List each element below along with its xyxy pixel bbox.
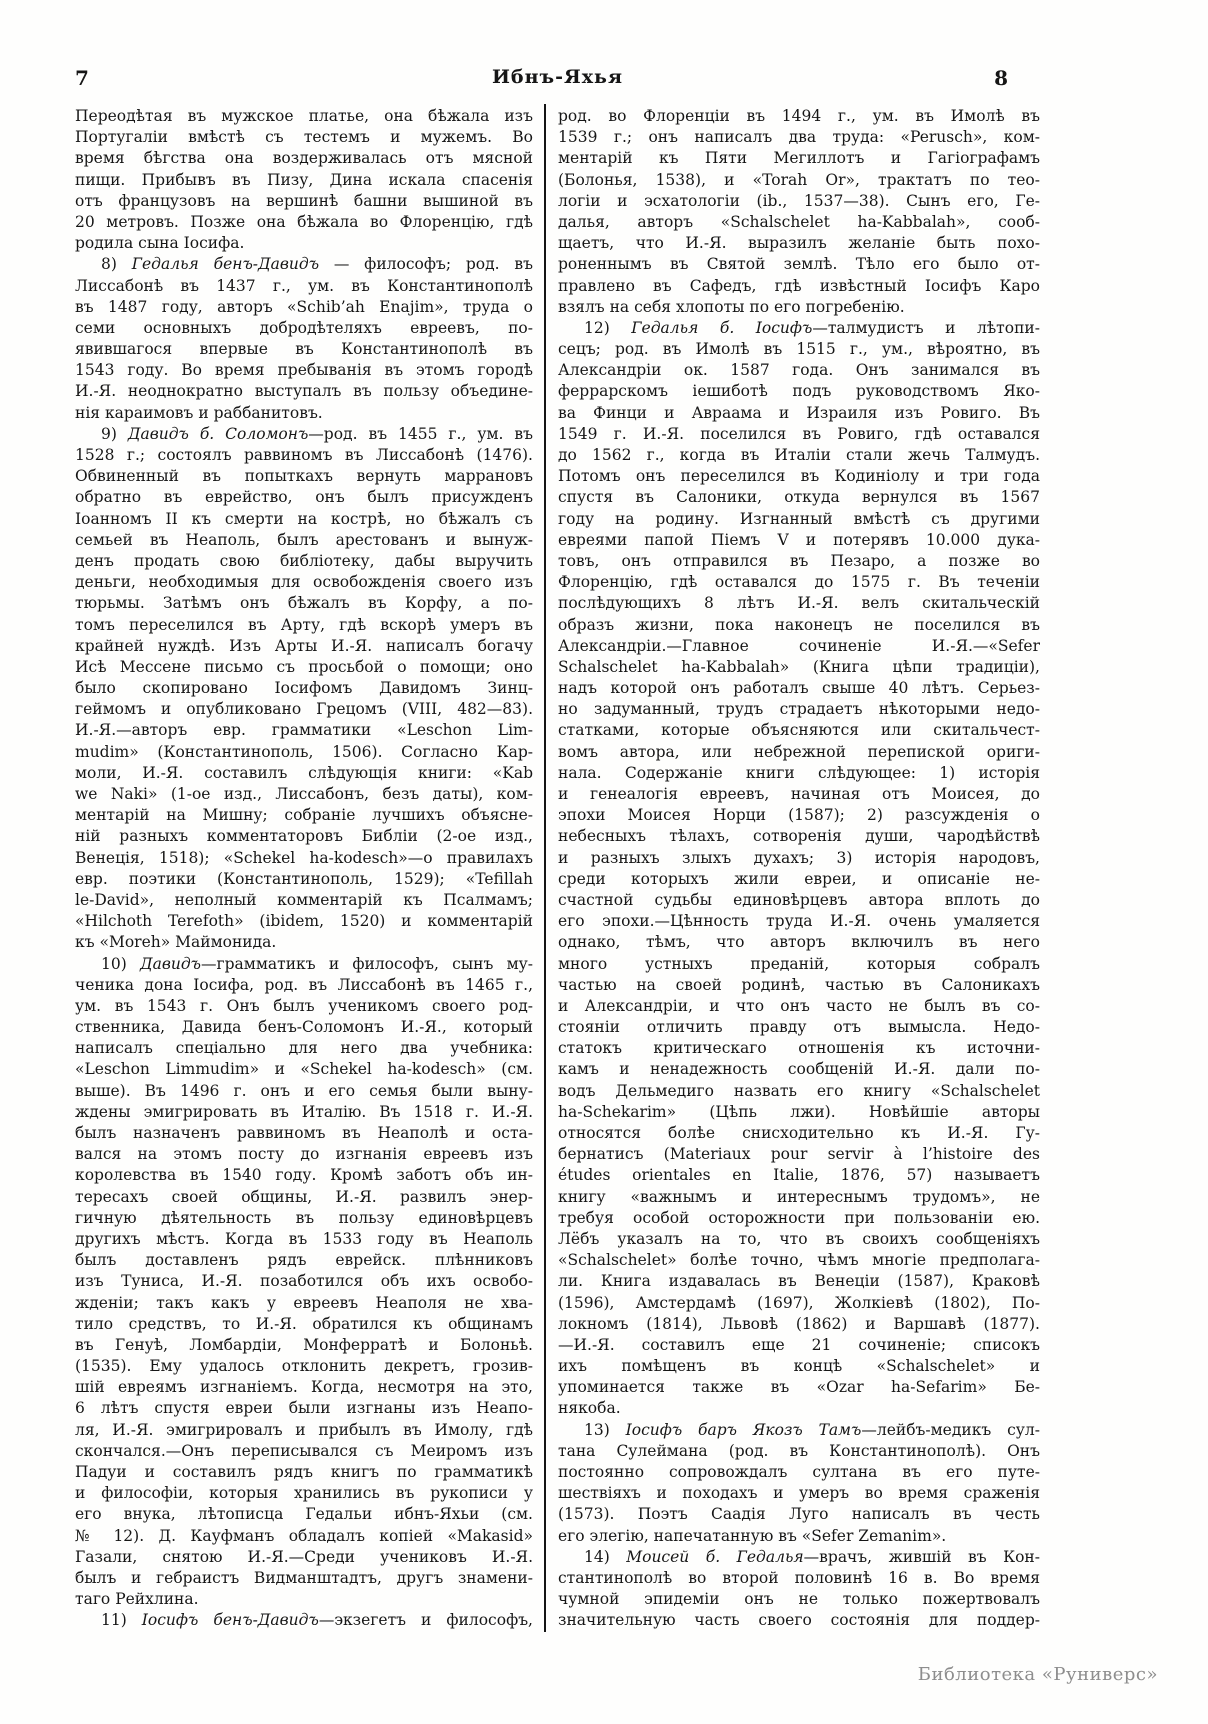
text-line: въ Генуѣ, Ломбардіи, Монферратѣ и Болоньѣ.: [75, 1335, 533, 1354]
text-line: род. во Флоренціи въ 1494 г., ум. въ Имолѣ въ: [558, 107, 1040, 125]
text-line: до 1562 г., когда въ Италіи стали жечь Талмудъ.: [558, 446, 1040, 464]
text-line: взялъ на себя хлопоты по его погребенію.: [558, 297, 905, 316]
text-line: гичную дѣятельность въ пользу единовѣрцевъ: [75, 1208, 533, 1227]
text-line: Лиссабонѣ въ 1437 г., ум. въ Константинополѣ: [75, 276, 533, 295]
text-line: жденіи; такъ какъ у евреевъ Неаполя не хва-: [75, 1293, 533, 1312]
text-line: году на родину. Изгнанный вмѣстѣ съ другими: [558, 509, 1040, 528]
text-line: вался на этомъ посту до изгнанія евреевъ изъ: [75, 1145, 533, 1164]
text-line: ственника, Давида бенъ-Соломонъ И.-Я., который: [75, 1018, 533, 1037]
text-line: феррарскомъ іешиботѣ подъ руководствомъ Яко-: [558, 382, 1040, 401]
text-line: щаетъ, что И.-Я. выразилъ желаніе быть похо-: [558, 234, 1040, 253]
text-line: пищи. Прибывъ въ Пизу, Дина искала спасенія: [75, 170, 533, 189]
text-line: le-David», неполный комментарій къ Псалмамъ;: [75, 890, 533, 909]
text-line: и разныхъ злыхъ духахъ; 3) исторія народовъ,: [558, 848, 1040, 867]
text-line: изъ Туниса, И.-Я. позаботился объ ихъ освобо-: [75, 1272, 533, 1291]
text-line: и Александріи, и что онъ часто не былъ въ со-: [558, 996, 1040, 1015]
text-line: (Болонья, 1538), и «Torah Or», трактатъ по тео-: [558, 170, 1040, 189]
text-line: товъ, онъ отправился въ Пезаро, а позже во: [558, 551, 1040, 570]
left-column: [75, 106, 533, 1632]
text-line: Флоренцію, гдѣ оставался до 1575 г. Въ теченіи: [558, 573, 1040, 592]
text-line: отъ французовъ на вершинѣ башни вышиной въ: [75, 191, 533, 210]
text-line: mudim» (Константинополь, 1506). Согласно Кар-: [75, 742, 533, 761]
text-line: евреями папой Піемъ V и потерявъ 10.000 дука-: [558, 530, 1040, 549]
text-line: въ 1487 году, авторъ «Schib’ah Enajim», труда о: [75, 297, 533, 316]
text-line: счастной судьбы единовѣрцевъ автора вплоть до: [558, 890, 1040, 909]
text-line: книгу «важнымъ и интереснымъ трудомъ», не: [558, 1187, 1040, 1206]
text-line: тюрьмы. Затѣмъ онъ бѣжалъ въ Корфу, а по-: [75, 594, 533, 613]
text-line: статками, которые объясняются или скитальчест-: [558, 721, 1040, 740]
text-line: 10) Давидъ—грамматикъ и философъ, сынъ му-: [101, 954, 533, 973]
text-line: Венеція, 1518); «Schekel ha-kodesch»—о правилахъ: [75, 848, 533, 867]
text-line: 13) Іосифъ баръ Якозъ Тамъ—лейбъ-медикъ сул-: [584, 1420, 1040, 1439]
text-line: Газали, снятою И.-Я.—Среди учениковъ И.-Я.: [75, 1547, 533, 1566]
page-header: [75, 66, 1040, 98]
text-line: относятся болѣе снисходительно къ И.-Я. Гу-: [558, 1124, 1040, 1142]
text-line: Schalschelet ha-Kabbalah» (Книга цѣпи традиціи),: [558, 657, 1040, 676]
text-line: 11) Іосифъ бенъ-Давидъ—экзегетъ и философъ,: [101, 1611, 533, 1630]
page-number-right: 8: [994, 66, 1008, 90]
text-line: деньги, необходимыя для освобожденія своего изъ: [75, 573, 533, 592]
text-line: сецъ; род. въ Имолѣ въ 1515 г., ум., вѣроятно, въ: [558, 340, 1040, 359]
text-line: études orientales en Italie, 1876, 57) называетъ: [558, 1166, 1040, 1185]
text-line: (1596), Амстердамѣ (1697), Жолкіевѣ (1802), По-: [558, 1293, 1040, 1312]
text-line: нала. Содержаніе книги слѣдующее: 1) исторія: [558, 763, 1040, 782]
text-line: тересахъ своей общины, И.-Я. развилъ энер-: [75, 1187, 533, 1206]
text-line: 8) Гедалья бенъ-Давидъ — философъ; род. въ: [101, 255, 533, 274]
text-line: (1573). Поэтъ Саадія Луго написалъ въ честь: [558, 1505, 1040, 1524]
text-line: королевства въ 1540 году. Кромѣ заботъ объ ин-: [75, 1166, 533, 1185]
text-line: ум. въ 1543 г. Онъ былъ ученикомъ своего род-: [75, 996, 533, 1015]
text-line: ченика дона Іосифа, род. въ Лиссабонѣ въ 1465 г.,: [75, 975, 533, 994]
text-line: логіи и эсхатологіи (ib., 1537—38). Сынъ его, Ге-: [558, 191, 1040, 210]
text-line: спустя въ Салоники, откуда вернулся въ 1567: [558, 488, 1040, 507]
text-line: вомъ автора, или небрежной перепиской ориги-: [558, 742, 1040, 761]
text-line: былъ и гебраистъ Видманштадтъ, другъ знамени-: [75, 1568, 533, 1587]
text-line: И.-Я.—авторъ евр. грамматики «Leschon Lim-: [75, 721, 533, 740]
text-line: ній разныхъ комментаторовъ Библіи (2-ое изд.,: [75, 827, 533, 846]
text-line: 6 лѣтъ спустя евреи были изгнаны изъ Неапо-: [75, 1399, 533, 1418]
text-line: ha-Schekarim» (Цѣпь лжи). Новѣйшіе авторы: [558, 1102, 1040, 1121]
text-line: (1535). Ему удалось отклонить декретъ, грозив-: [75, 1357, 533, 1376]
text-line: среди которыхъ жили евреи, и описаніе не-: [558, 869, 1040, 888]
text-line: тана Сулеймана (род. въ Константинополѣ). Онъ: [558, 1441, 1040, 1460]
text-line: семи основныхъ добродѣтеляхъ евреевъ, по-: [75, 318, 533, 337]
text-line: някоба.: [558, 1399, 621, 1418]
text-line: шій евреямъ изгнаніемъ. Когда, несмотря на это,: [75, 1378, 533, 1397]
text-line: 20 метровъ. Позже она бѣжала во Флоренцію, гдѣ: [75, 212, 533, 231]
page-title: Ибнъ-Яхья: [491, 66, 623, 88]
text-line: послѣдующихъ 8 лѣтъ И.-Я. велъ скитальческій: [558, 594, 1040, 613]
text-line: правлено въ Сафедъ, гдѣ извѣстный Іосифъ Каро: [558, 276, 1040, 295]
text-line: крайней нуждѣ. Изъ Арты И.-Я. написалъ богачу: [75, 636, 533, 655]
text-line: обратно въ еврейство, онъ былъ присужденъ: [75, 488, 533, 507]
text-line: и философіи, которыя хранились въ рукописи у: [75, 1484, 533, 1503]
text-line: Исѣ Мессене письмо съ просьбой о помощи; оно: [75, 657, 533, 676]
text-line: И.-Я. неоднократно выступалъ въ пользу объедине-: [75, 382, 533, 401]
text-line: значительную часть своего состоянія для поддер-: [558, 1611, 1040, 1630]
text-line: локномъ (1814), Львовѣ (1862) и Варшавѣ (1877).: [558, 1314, 1040, 1333]
text-line: ли. Книга издавалась въ Венеціи (1587), Краковѣ: [558, 1272, 1040, 1291]
text-line: Александріи.—Главное сочиненіе И.-Я.—«Sefer: [558, 636, 1040, 655]
text-line: 9) Давидъ б. Соломонъ—род. въ 1455 г., ум. въ: [101, 424, 533, 443]
text-line: написалъ спеціально для него два учебника:: [75, 1039, 533, 1058]
text-line: Падуи и составилъ рядъ книгъ по грамматикѣ: [75, 1463, 533, 1481]
text-line: и генеалогія евреевъ, начиная отъ Моисея, до: [558, 785, 1040, 803]
text-line: геймомъ и опубликовано Грецомъ (VIII, 482—83).: [75, 700, 533, 719]
text-line: «Schalschelet» болѣе точно, чѣмъ многіе предполага-: [558, 1251, 1040, 1270]
text-line: былъ доставленъ рядъ еврейск. плѣнниковъ: [75, 1251, 533, 1270]
text-line: образъ жизни, пока наконецъ не поселился въ: [558, 615, 1040, 634]
text-line: ментарій къ Пяти Мегиллотъ и Гагіографамъ: [558, 149, 1040, 168]
text-line: бернатисъ (Materiaux pour servir à l’histoire des: [558, 1145, 1040, 1164]
text-line: однако, тѣмъ, что авторъ включилъ въ него: [558, 933, 1040, 952]
text-line: ва Финци и Авраама и Израиля изъ Ровиго. Въ: [558, 403, 1040, 422]
text-line: водъ Дельмедиго назвать его книгу «Schalschelet: [558, 1081, 1040, 1100]
text-line: требуя особой осторожности при пользованіи ею.: [558, 1208, 1040, 1227]
text-line: частью на своей родинѣ, частью въ Салоникахъ: [558, 975, 1040, 994]
text-line: было скопировано Іосифомъ Давидомъ Зинц-: [75, 679, 533, 698]
text-line: № 12). Д. Кауфманъ обладалъ копіей «Makasid»: [75, 1526, 533, 1545]
text-line: «Hilchoth Terefoth» (ibidem, 1520) и комментарій: [75, 912, 533, 931]
text-line: семьей въ Неаполь, былъ арестованъ и вынуж-: [75, 530, 533, 549]
text-line: 1543 году. Во время пребыванія въ этомъ городѣ: [75, 361, 533, 380]
text-line: упоминается также въ «Ozar ha-Sefarim» Бе-: [558, 1378, 1040, 1397]
text-line: ментарій на Мишну; собраніе лучшихъ объясне-: [75, 806, 533, 825]
text-line: we Naki» (1-ое изд., Лиссабонъ, безъ даты), ком-: [75, 785, 533, 803]
text-line: надъ которой онъ работалъ свыше 40 лѣтъ. Серьез-: [558, 679, 1040, 698]
text-line: стантинополѣ во второй половинѣ 16 в. Во время: [558, 1568, 1040, 1587]
text-line: ждены эмигрировать въ Италію. Въ 1518 г. И.-Я.: [75, 1102, 533, 1121]
text-line: ля, И.-Я. эмигрировалъ и прибылъ въ Имолу, гдѣ: [75, 1420, 533, 1439]
text-line: Португаліи вмѣстѣ съ тестемъ и мужемъ. Во: [75, 128, 533, 147]
text-line: —И.-Я. составилъ еще 21 сочиненіе; списокъ: [558, 1335, 1040, 1354]
text-line: Переодѣтая въ мужское платье, она бѣжала изъ: [75, 107, 533, 125]
text-line: явившагося впервые въ Константинополѣ въ: [75, 340, 533, 359]
text-line: былъ назначенъ раввиномъ въ Неаполѣ и оста-: [75, 1124, 533, 1142]
text-line: чумной эпидеміи онъ не только пожертвовалъ: [558, 1590, 1040, 1609]
text-line: его внука, лѣтописца Гедальи ибнъ-Яхьи (см.: [75, 1505, 533, 1524]
text-line: «Leschon Limmudim» и «Schekel ha-kodesch» (см.: [75, 1060, 533, 1079]
text-line: 1539 г.; онъ написалъ два труда: «Perusch», ком-: [558, 128, 1040, 147]
text-line: Александріи ок. 1587 года. Онъ занимался въ: [558, 361, 1040, 380]
text-line: къ «Moreh» Маймонида.: [75, 933, 277, 952]
text-line: далья, авторъ «Schalschelet ha-Kabbalah», сооб-: [558, 212, 1040, 231]
text-line: Обвиненный въ попыткахъ вернуть маррановъ: [75, 467, 533, 486]
text-line: другихъ мѣстъ. Когда въ 1533 году въ Неаполь: [75, 1229, 533, 1248]
text-line: денъ продать свою библіотеку, дабы выручить: [75, 551, 533, 570]
text-line: евр. поэтики (Константинополь, 1529); «Tefillah: [75, 869, 533, 888]
text-line: скончался.—Онъ переписывался съ Меиромъ изъ: [75, 1441, 533, 1460]
text-line: выше). Въ 1496 г. онъ и его семья были выну-: [75, 1081, 533, 1100]
text-line: нія караимовъ и раббанитовъ.: [75, 403, 323, 422]
text-line: много устныхъ преданій, которыя собралъ: [558, 954, 1040, 973]
text-line: но задуманный, трудъ страдаетъ нѣкоторыми недо-: [558, 700, 1040, 719]
text-line: Потомъ онъ переселился въ Кодиніолу и три года: [558, 467, 1040, 486]
text-line: его элегію, напечатанную въ «Sefer Zemanim».: [558, 1526, 947, 1545]
text-line: стояніи отличить правду отъ вымысла. Недо-: [558, 1018, 1040, 1037]
text-line: томъ переселился въ Арту, гдѣ вскорѣ умеръ въ: [75, 615, 533, 634]
text-line: ихъ помѣщенъ въ концѣ «Schalschelet» и: [558, 1357, 1040, 1376]
text-line: 1549 г. И.-Я. поселился въ Ровиго, гдѣ оставался: [558, 424, 1040, 443]
text-line: роненнымъ въ Святой землѣ. Тѣло его было от-: [558, 255, 1040, 274]
text-line: моли, И.-Я. составилъ слѣдующія книги: «Kab: [75, 763, 533, 782]
text-line: Іоанномъ II къ смерти на кострѣ, но бѣжалъ съ: [75, 509, 533, 528]
text-line: таго Рейхлина.: [75, 1590, 199, 1609]
text-line: его эпохи.—Цѣнность труда И.-Я. очень умаляется: [558, 912, 1040, 931]
page-number-left: 7: [75, 66, 89, 90]
library-watermark: Библиотека «Руниверс»: [917, 1664, 1158, 1685]
text-line: тило средствъ, то И.-Я. обратился къ общинамъ: [75, 1314, 533, 1333]
text-line: камъ и ненадежность сообщеній И.-Я. дали по-: [558, 1060, 1040, 1079]
text-line: шествіяхъ и походахъ и умеръ во время сраженія: [558, 1484, 1040, 1503]
text-line: 1528 г.; состоялъ раввиномъ въ Лиссабонѣ (1476).: [75, 446, 533, 464]
text-line: небесныхъ тѣлахъ, сотворенія души, чародѣйствѣ: [558, 827, 1040, 846]
text-line: время бѣгства она воздерживалась отъ мясной: [75, 149, 533, 168]
text-line: Лёбъ указалъ на то, что въ своихъ сообщеніяхъ: [558, 1229, 1040, 1248]
column-divider-rule: [544, 104, 546, 1632]
text-line: статокъ критическаго отношенія къ источни-: [558, 1039, 1040, 1058]
text-line: постоянно сопровождалъ султана въ его путе-: [558, 1463, 1040, 1481]
text-line: эпохи Моисея Норци (1587); 2) разсужденія о: [558, 806, 1040, 825]
text-line: 14) Моисей б. Гедалья—врачъ, жившій въ Кон-: [584, 1547, 1040, 1566]
text-line: 12) Гедалья б. Іосифъ—талмудистъ и лѣтопи-: [584, 318, 1040, 337]
right-column: [558, 106, 1040, 1632]
text-line: родила сына Іосифа.: [75, 234, 245, 253]
